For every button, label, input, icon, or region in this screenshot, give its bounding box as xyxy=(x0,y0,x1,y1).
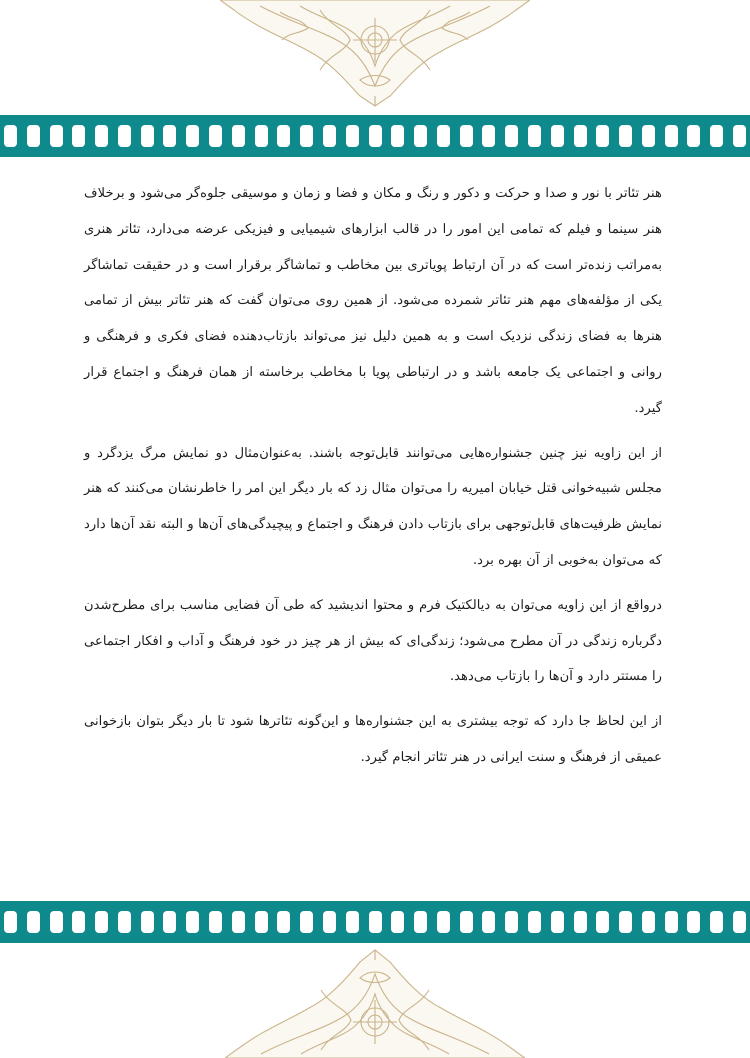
film-perforation xyxy=(642,911,655,933)
article-body xyxy=(84,176,684,785)
film-perforation xyxy=(141,911,154,933)
film-perforation xyxy=(482,125,495,147)
film-perforation xyxy=(596,911,609,933)
film-perforation xyxy=(551,125,564,147)
film-perforation xyxy=(232,911,245,933)
film-perforation xyxy=(551,911,564,933)
film-perforation xyxy=(710,911,723,933)
film-perforation xyxy=(460,911,473,933)
film-perforation xyxy=(209,911,222,933)
film-perforation xyxy=(391,911,404,933)
film-perforation xyxy=(528,125,541,147)
film-perforation xyxy=(163,911,176,933)
film-perforation xyxy=(72,911,85,933)
article-paragraph: درواقع از این زاویه می‌توان به دیالکتیک فرم و محتوا اندیشید که طی آن فضایی مناسب برای مطرح‌شدن دگرباره زندگی در آن مطرح می‌شود؛ زندگی‌ای که بیش از هر چیز در خود فرهنگ و آداب و افکار اجتماعی را مستتر دارد و آن‌ها را بازتاب می‌دهد. xyxy=(84,597,662,685)
film-perforation xyxy=(95,911,108,933)
film-perforation xyxy=(209,125,222,147)
film-perforation xyxy=(505,125,518,147)
film-perforation xyxy=(27,911,40,933)
film-perforation xyxy=(50,125,63,147)
film-perforation xyxy=(4,125,17,147)
film-perforation xyxy=(300,125,313,147)
film-perforation xyxy=(710,125,723,147)
arabesque-ornament-bottom-icon xyxy=(225,946,525,1058)
film-perforation xyxy=(414,125,427,147)
film-perforation xyxy=(277,125,290,147)
film-perforation xyxy=(255,911,268,933)
film-perforation xyxy=(72,125,85,147)
film-perforation xyxy=(323,911,336,933)
film-perforation xyxy=(528,911,541,933)
film-perforation xyxy=(414,911,427,933)
film-perforation xyxy=(50,911,63,933)
film-perforation xyxy=(642,125,655,147)
film-perforation xyxy=(27,125,40,147)
film-perforation xyxy=(369,125,382,147)
film-perforation xyxy=(619,911,632,933)
film-perforation xyxy=(255,125,268,147)
film-perforation xyxy=(665,125,678,147)
film-perforation xyxy=(665,911,678,933)
film-perforation xyxy=(141,125,154,147)
film-perforation xyxy=(186,911,199,933)
film-perforation xyxy=(391,125,404,147)
film-perforation xyxy=(482,911,495,933)
film-perforation xyxy=(437,125,450,147)
film-perforation xyxy=(574,911,587,933)
film-perforation xyxy=(687,125,700,147)
film-strip-top xyxy=(0,115,750,157)
film-perforation xyxy=(687,911,700,933)
film-perforation xyxy=(733,125,746,147)
film-perforation xyxy=(232,125,245,147)
article-paragraph: هنر تئاتر با نور و صدا و حرکت و دکور و رنگ و مکان و فضا و زمان و موسیقی جلوه‌گر می‌شود و برخلاف هنر سینما و فیلم که تمامی این امور را در قالب ابزارهای شیمیایی و فیزیکی عرضه می‌دارد، تئاتر هنری به‌مراتب زنده‌تر است که در آن ارتباط پویاتری بین مخاطب و تماشاگر برقرار است و در حقیقت تماشاگر یکی از مؤلفه‌های مهم هنر تئاتر شمرده می‌شود. از همین روی می‌توان گفت که هنر تئاتر بیش از تمامی هنرها به فضای زندگی نزدیک است و به همین دلیل نیز می‌تواند بازتاب‌دهنده فضای فکری و فرهنگی و روانی و اجتماعی یک جامعه باشد و در ارتباطی پویا با مخاطب برخاسته از همان فرهنگ و اجتماع قرار گیرد. xyxy=(84,186,662,416)
film-perforation xyxy=(323,125,336,147)
article-paragraph: از این لحاظ جا دارد که توجه بیشتری به این جشنواره‌ها و این‌گونه تئاترها شود تا بار دیگر بتوان بازخوانی عمیقی از فرهنگ و سنت ایرانی در هنر تئاتر انجام گیرد. xyxy=(84,714,662,765)
film-perforation xyxy=(574,125,587,147)
film-perforation xyxy=(186,125,199,147)
film-perforation xyxy=(300,911,313,933)
film-perforation xyxy=(118,125,131,147)
film-perforation xyxy=(733,911,746,933)
film-perforation xyxy=(505,911,518,933)
film-perforation xyxy=(277,911,290,933)
film-perforation xyxy=(118,911,131,933)
film-perforation xyxy=(437,911,450,933)
film-perforation xyxy=(4,911,17,933)
film-perforations-bottom xyxy=(0,911,750,933)
film-perforation xyxy=(619,125,632,147)
film-perforation xyxy=(163,125,176,147)
film-perforation xyxy=(596,125,609,147)
arabesque-ornament-top-icon xyxy=(220,0,530,108)
film-strip-bottom xyxy=(0,901,750,943)
film-perforation xyxy=(346,911,359,933)
article-paragraph: از این زاویه نیز چنین جشنواره‌هایی می‌توانند قابل‌توجه باشند. به‌عنوان‌مثال دو نمایش مرگ یزدگرد و مجلس شبیه‌خوانی قتل خیابان امیریه را می‌توان مثال زد که بار دیگر این امر را خاطرنشان می‌کنند که هنر نمایش ظرفیت‌های قابل‌توجهی برای بازتاب دادن فرهنگ و اجتماع و پیچیدگی‌های آن‌ها و البته نقد آن‌ها دارد که می‌توان به‌خوبی از آن بهره برد. xyxy=(84,445,662,568)
film-perforation xyxy=(369,911,382,933)
film-perforation xyxy=(95,125,108,147)
film-perforations-top xyxy=(0,125,750,147)
film-perforation xyxy=(460,125,473,147)
film-perforation xyxy=(346,125,359,147)
